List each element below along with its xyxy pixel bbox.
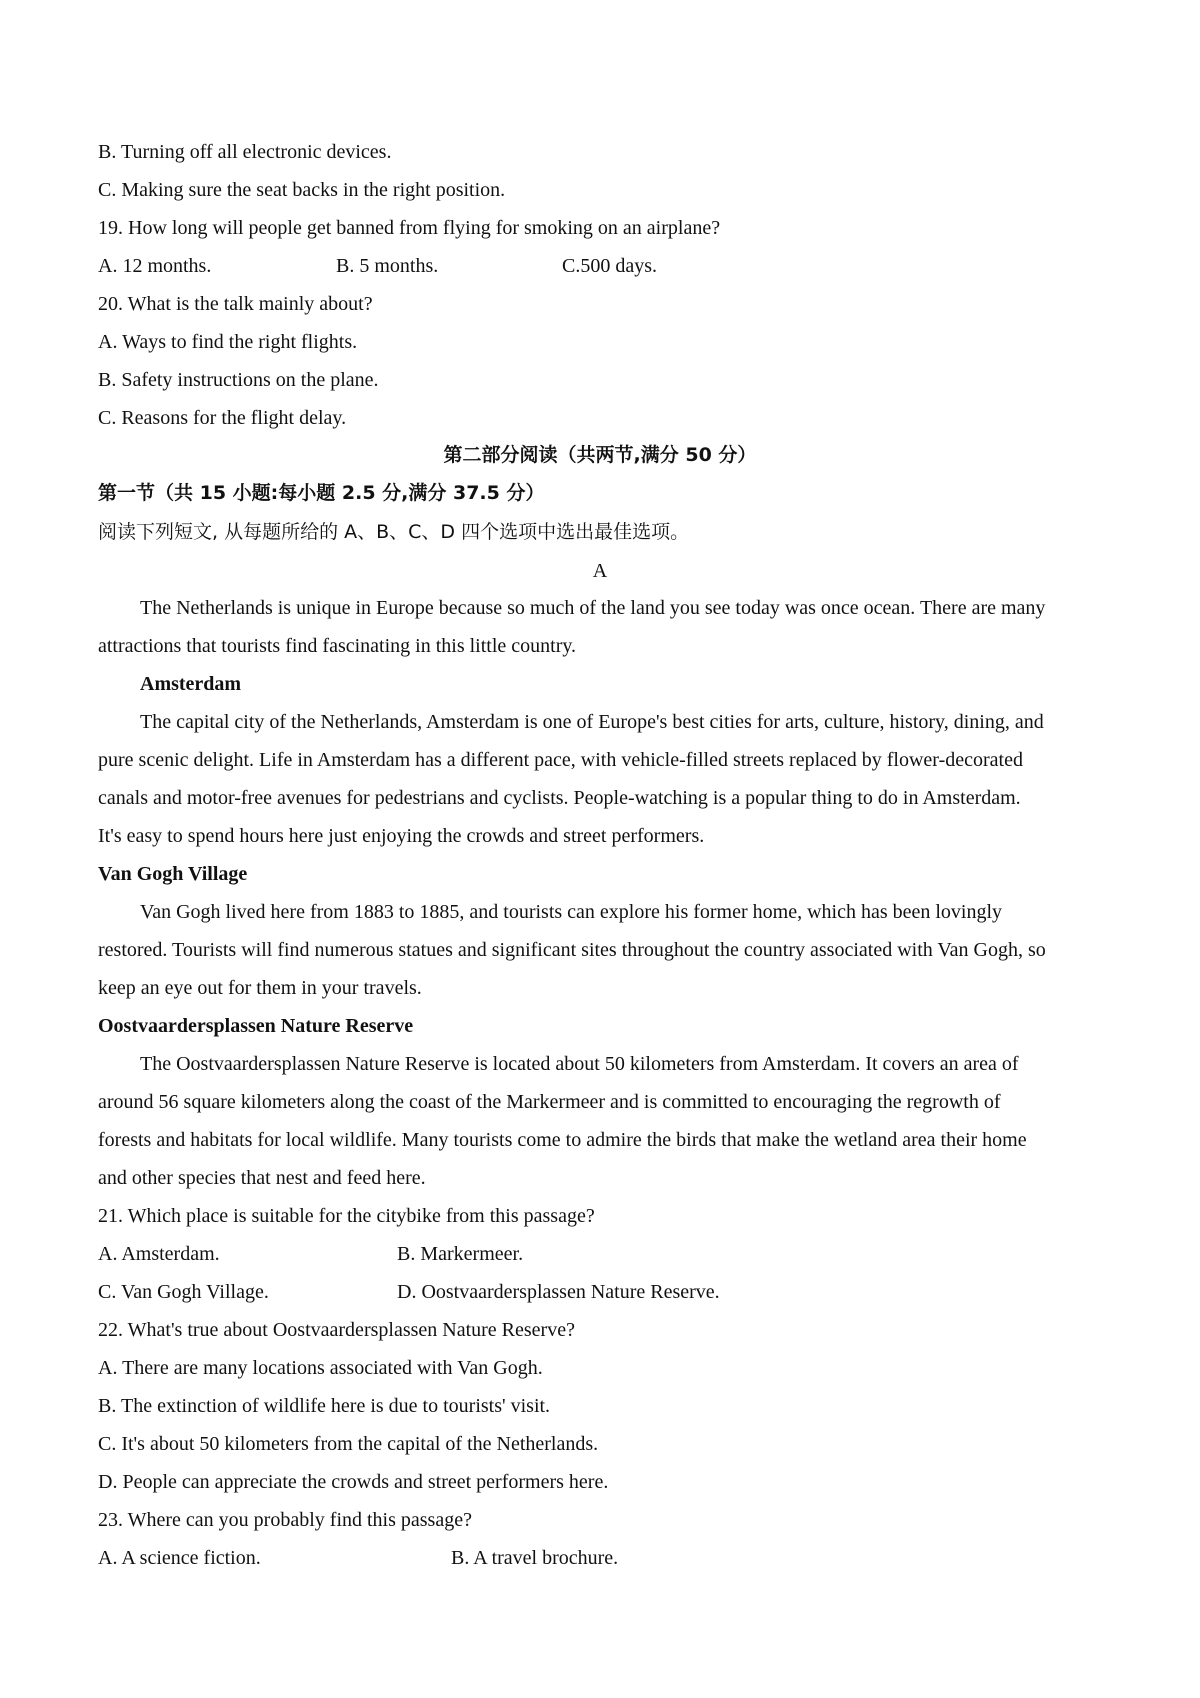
q21-option-b: B. Markermeer. <box>397 1243 524 1265</box>
amsterdam-line-2: pure scenic delight. Life in Amsterdam has a different pace, with vehicle-filled streets replaced by flower-decorated <box>98 749 1023 771</box>
reading-instruction: 阅读下列短文, 从每题所给的 A、B、C、D 四个选项中选出最佳选项。 <box>98 521 690 543</box>
q22-option-c: C. It's about 50 kilometers from the capital of the Netherlands. <box>98 1433 599 1455</box>
vangogh-line-2: restored. Tourists will find numerous statues and significant sites throughout the country associated with Van Gogh, so <box>98 939 1046 961</box>
amsterdam-line-4: It's easy to spend hours here just enjoying the crowds and street performers. <box>98 825 705 847</box>
reserve-line-3: forests and habitats for local wildlife. Many tourists come to admire the birds that make the wetland area their home <box>98 1129 1027 1151</box>
vangogh-title: Van Gogh Village <box>98 863 248 885</box>
q23-option-b: B. A travel brochure. <box>451 1547 619 1569</box>
q23-stem: 23. Where can you probably find this passage? <box>98 1509 472 1531</box>
section1-heading: 第一节（共 15 小题:每小题 2.5 分,满分 37.5 分） <box>98 482 545 504</box>
part2-heading: 第二部分阅读（共两节,满分 50 分） <box>443 444 757 466</box>
passage-intro-line-2: attractions that tourists find fascinating in this little country. <box>98 635 577 657</box>
amsterdam-line-3: canals and motor-free avenues for pedestrians and cyclists. People-watching is a popular thing to do in Amsterdam. <box>98 787 1021 809</box>
passage-intro-line-1: The Netherlands is unique in Europe because so much of the land you see today was once ocean. There are many <box>140 597 1046 619</box>
reserve-line-4: and other species that nest and feed here. <box>98 1167 426 1189</box>
passage-label: A <box>592 560 608 582</box>
q19-option-b: B. 5 months. <box>336 255 439 277</box>
q18-option-b: B. Turning off all electronic devices. <box>98 141 392 163</box>
q21-option-d: D. Oostvaardersplassen Nature Reserve. <box>397 1281 720 1303</box>
q22-option-b: B. The extinction of wildlife here is due to tourists' visit. <box>98 1395 551 1417</box>
amsterdam-title: Amsterdam <box>140 673 242 695</box>
q20-option-a: A. Ways to find the right flights. <box>98 331 358 353</box>
q22-option-a: A. There are many locations associated with Van Gogh. <box>98 1357 543 1379</box>
amsterdam-line-1: The capital city of the Netherlands, Amsterdam is one of Europe's best cities for arts, culture, history, dining, and <box>140 711 1044 733</box>
q19-option-c: C.500 days. <box>562 255 657 277</box>
q18-option-c: C. Making sure the seat backs in the right position. <box>98 179 506 201</box>
q21-stem: 21. Which place is suitable for the citybike from this passage? <box>98 1205 595 1227</box>
q22-option-d: D. People can appreciate the crowds and street performers here. <box>98 1471 609 1493</box>
q19-stem: 19. How long will people get banned from flying for smoking on an airplane? <box>98 217 721 239</box>
q23-option-a: A. A science fiction. <box>98 1547 261 1569</box>
reserve-line-2: around 56 square kilometers along the coast of the Markermeer and is committed to encouraging the regrowth of <box>98 1091 1001 1113</box>
q19-option-a: A. 12 months. <box>98 255 212 277</box>
q20-stem: 20. What is the talk mainly about? <box>98 293 373 315</box>
q21-option-c: C. Van Gogh Village. <box>98 1281 269 1303</box>
q22-stem: 22. What's true about Oostvaardersplassen Nature Reserve? <box>98 1319 575 1341</box>
vangogh-line-1: Van Gogh lived here from 1883 to 1885, and tourists can explore his former home, which has been lovingly <box>140 901 1003 923</box>
reserve-title: Oostvaardersplassen Nature Reserve <box>98 1015 414 1037</box>
vangogh-line-3: keep an eye out for them in your travels. <box>98 977 422 999</box>
q21-option-a: A. Amsterdam. <box>98 1243 220 1265</box>
reserve-line-1: The Oostvaardersplassen Nature Reserve is located about 50 kilometers from Amsterdam. It covers an area of <box>140 1053 1019 1075</box>
q20-option-b: B. Safety instructions on the plane. <box>98 369 379 391</box>
q20-option-c: C. Reasons for the flight delay. <box>98 407 347 429</box>
